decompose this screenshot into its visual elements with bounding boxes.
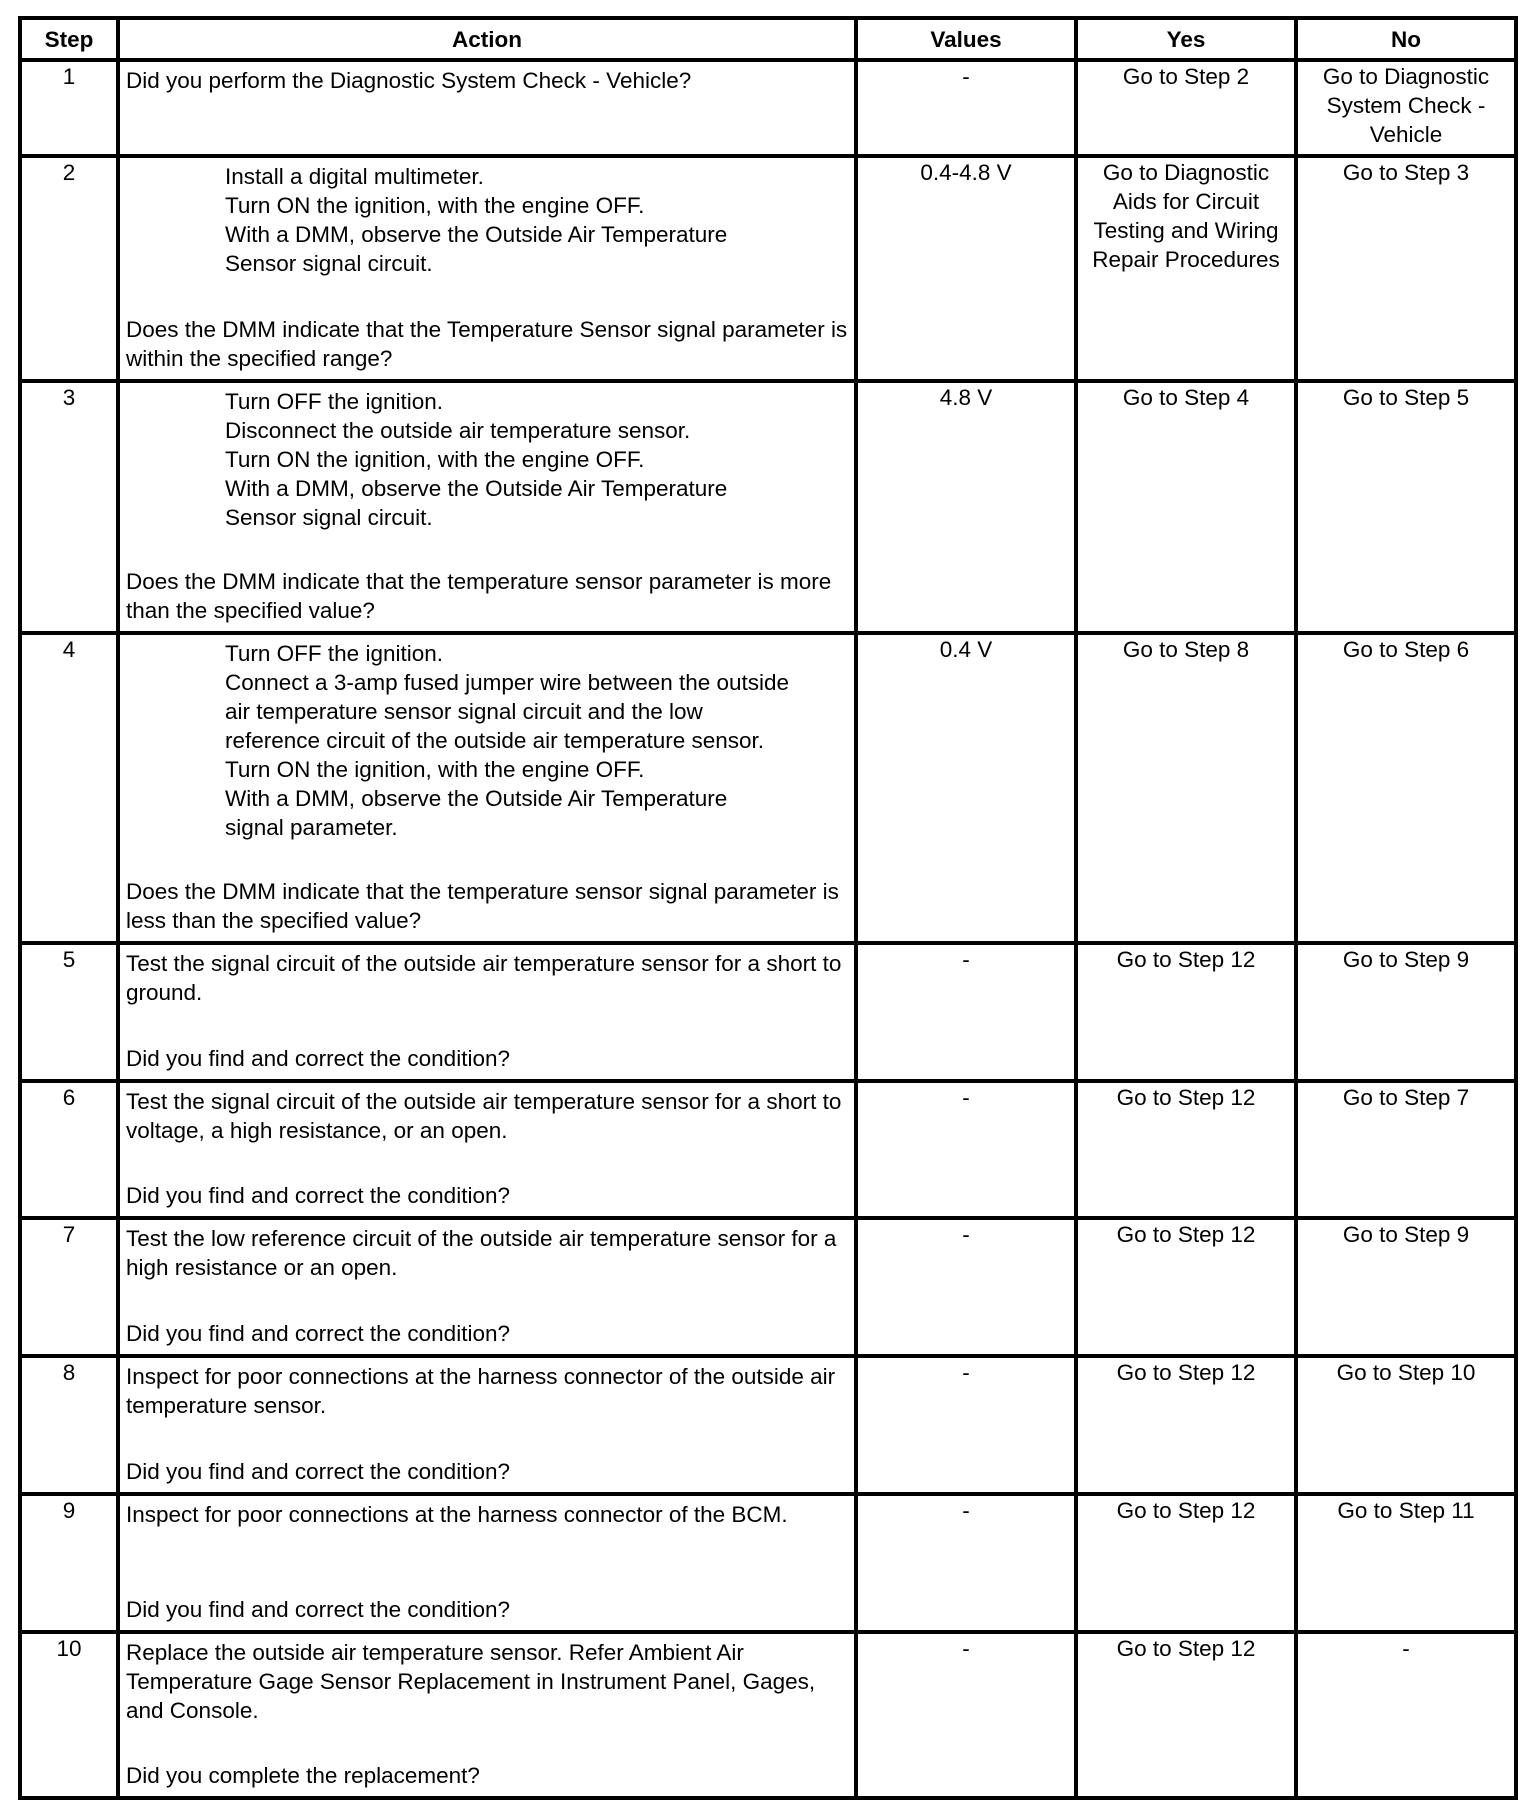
action-line: Disconnect the outside air temperature sensor. — [225, 418, 691, 443]
action-text: Inspect for poor connections at the harness connector of the outside air temperature sensor. — [126, 1364, 836, 1418]
yes-cell — [1076, 943, 1296, 1081]
action-question: Did you find and correct the condition? — [126, 1321, 510, 1346]
yes-text: Go to Step 12 — [1116, 947, 1256, 972]
yes-text: Go to Step 4 — [1122, 385, 1250, 410]
action-cell — [118, 943, 856, 1081]
action-question: Does the DMM indicate that the temperature sensor parameter is more than the specified value? — [126, 569, 832, 623]
values-cell: - — [856, 60, 1076, 156]
action-line: Turn ON the ignition, with the engine OFF. — [225, 447, 645, 472]
values-cell: - — [856, 1218, 1076, 1356]
table-row — [20, 381, 1516, 633]
action-cell — [118, 1494, 856, 1632]
yes-text: Go to Step 12 — [1116, 1498, 1256, 1523]
yes-cell — [1076, 381, 1296, 633]
action-line: Turn ON the ignition, with the engine OFF. — [225, 757, 645, 782]
no-cell — [1296, 1356, 1516, 1494]
yes-text: Go to Diagnostic Aids for Circuit Testing and Wiring Repair Procedures — [1092, 160, 1280, 272]
values-cell: 4.8 V — [856, 381, 1076, 633]
step-number: 4 — [20, 633, 118, 943]
table-row — [20, 633, 1516, 943]
table-row — [20, 1218, 1516, 1356]
yes-text: Go to Step 12 — [1116, 1085, 1256, 1110]
no-cell — [1296, 633, 1516, 943]
no-cell — [1296, 156, 1516, 381]
no-text: Go to Step 11 — [1337, 1498, 1475, 1523]
values-cell: 0.4 V — [856, 633, 1076, 943]
action-question: Does the DMM indicate that the Temperature Sensor signal parameter is within the specified range? — [126, 317, 848, 371]
yes-cell — [1076, 633, 1296, 943]
action-line: signal parameter. — [225, 815, 398, 840]
action-line: Connect a 3-amp fused jumper wire between the outside — [225, 670, 790, 695]
action-cell — [118, 1218, 856, 1356]
action-question: Did you find and correct the condition? — [126, 1183, 510, 1208]
action-question: Did you complete the replacement? — [126, 1763, 480, 1788]
table-row — [20, 1356, 1516, 1494]
step-number: 2 — [20, 156, 118, 381]
action-line: With a DMM, observe the Outside Air Temperature — [225, 786, 728, 811]
table-row — [20, 60, 1516, 156]
action-text: Test the signal circuit of the outside air temperature sensor for a short to ground. — [126, 951, 842, 1005]
yes-text: Go to Step 12 — [1116, 1222, 1256, 1247]
header-step: Step — [20, 18, 118, 60]
table-row — [20, 1494, 1516, 1632]
values-cell: - — [856, 943, 1076, 1081]
action-cell — [118, 381, 856, 633]
action-cell — [118, 1081, 856, 1218]
step-number: 10 — [20, 1632, 118, 1798]
no-cell — [1296, 1632, 1516, 1798]
action-line: reference circuit of the outside air temperature sensor. — [225, 728, 765, 753]
no-cell — [1296, 943, 1516, 1081]
header-action: Action — [118, 18, 856, 60]
step-number: 3 — [20, 381, 118, 633]
action-line: With a DMM, observe the Outside Air Temperature — [225, 476, 728, 501]
step-number: 1 — [20, 60, 118, 156]
step-number: 8 — [20, 1356, 118, 1494]
yes-text: Go to Step 12 — [1116, 1636, 1256, 1661]
action-line: Turn OFF the ignition. — [225, 641, 444, 666]
action-text: Inspect for poor connections at the harness connector of the BCM. — [126, 1502, 788, 1527]
values-cell: - — [856, 1081, 1076, 1218]
header-values: Values — [856, 18, 1076, 60]
action-question: Did you find and correct the condition? — [126, 1597, 510, 1622]
no-text: Go to Diagnostic System Check - Vehicle — [1322, 64, 1490, 147]
yes-cell — [1076, 156, 1296, 381]
step-number: 9 — [20, 1494, 118, 1632]
action-question: Does the DMM indicate that the temperature sensor signal parameter is less than the specified value? — [126, 879, 839, 933]
no-text: - — [1402, 1636, 1410, 1661]
no-text: Go to Step 5 — [1342, 385, 1470, 410]
values-cell: 0.4-4.8 V — [856, 156, 1076, 381]
action-line: Turn OFF the ignition. — [225, 389, 444, 414]
action-line: Sensor signal circuit. — [225, 251, 433, 276]
yes-cell — [1076, 1632, 1296, 1798]
header-yes: Yes — [1076, 18, 1296, 60]
no-cell — [1296, 60, 1516, 156]
no-cell — [1296, 381, 1516, 633]
no-text: Go to Step 3 — [1342, 160, 1470, 185]
no-text: Go to Step 9 — [1342, 947, 1470, 972]
no-cell — [1296, 1081, 1516, 1218]
values-cell: - — [856, 1356, 1076, 1494]
no-text: Go to Step 9 — [1342, 1222, 1470, 1247]
action-text: Test the signal circuit of the outside air temperature sensor for a short to voltage, a high resistance, or an open. — [126, 1089, 842, 1143]
yes-cell — [1076, 1218, 1296, 1356]
table-row — [20, 1632, 1516, 1798]
values-cell: - — [856, 1494, 1076, 1632]
no-cell — [1296, 1494, 1516, 1632]
yes-cell — [1076, 1356, 1296, 1494]
action-text: Did you perform the Diagnostic System Check - Vehicle? — [126, 68, 692, 93]
action-cell — [118, 1356, 856, 1494]
action-cell — [118, 633, 856, 943]
no-text: Go to Step 7 — [1342, 1085, 1470, 1110]
action-text: Test the low reference circuit of the outside air temperature sensor for a high resistance or an open. — [126, 1226, 837, 1280]
action-line: With a DMM, observe the Outside Air Temperature — [225, 222, 728, 247]
action-line: Install a digital multimeter. — [225, 164, 484, 189]
table-row — [20, 1081, 1516, 1218]
no-text: Go to Step 6 — [1342, 637, 1470, 662]
diagnostic-table-container — [18, 16, 1514, 1800]
header-row — [20, 18, 1516, 60]
action-cell — [118, 156, 856, 381]
step-number: 5 — [20, 943, 118, 1081]
action-question: Did you find and correct the condition? — [126, 1459, 510, 1484]
step-number: 6 — [20, 1081, 118, 1218]
table-row — [20, 156, 1516, 381]
step-number: 7 — [20, 1218, 118, 1356]
action-line: Turn ON the ignition, with the engine OFF. — [225, 193, 645, 218]
no-cell — [1296, 1218, 1516, 1356]
yes-cell — [1076, 60, 1296, 156]
action-question: Did you find and correct the condition? — [126, 1046, 510, 1071]
table-row — [20, 943, 1516, 1081]
values-cell: - — [856, 1632, 1076, 1798]
yes-cell — [1076, 1494, 1296, 1632]
diagnostic-table — [18, 16, 1518, 1800]
no-text: Go to Step 10 — [1336, 1360, 1476, 1385]
action-cell — [118, 60, 856, 156]
action-text: Replace the outside air temperature sensor. Refer Ambient Air Temperature Gage Sensor Replacement in Instrument Panel, Gages, and Console. — [126, 1640, 816, 1723]
action-cell — [118, 1632, 856, 1798]
yes-cell — [1076, 1081, 1296, 1218]
yes-text: Go to Step 8 — [1122, 637, 1250, 662]
header-no: No — [1296, 18, 1516, 60]
action-line: Sensor signal circuit. — [225, 505, 433, 530]
yes-text: Go to Step 2 — [1122, 64, 1250, 89]
action-line: air temperature sensor signal circuit and the low — [225, 699, 703, 724]
yes-text: Go to Step 12 — [1116, 1360, 1256, 1385]
